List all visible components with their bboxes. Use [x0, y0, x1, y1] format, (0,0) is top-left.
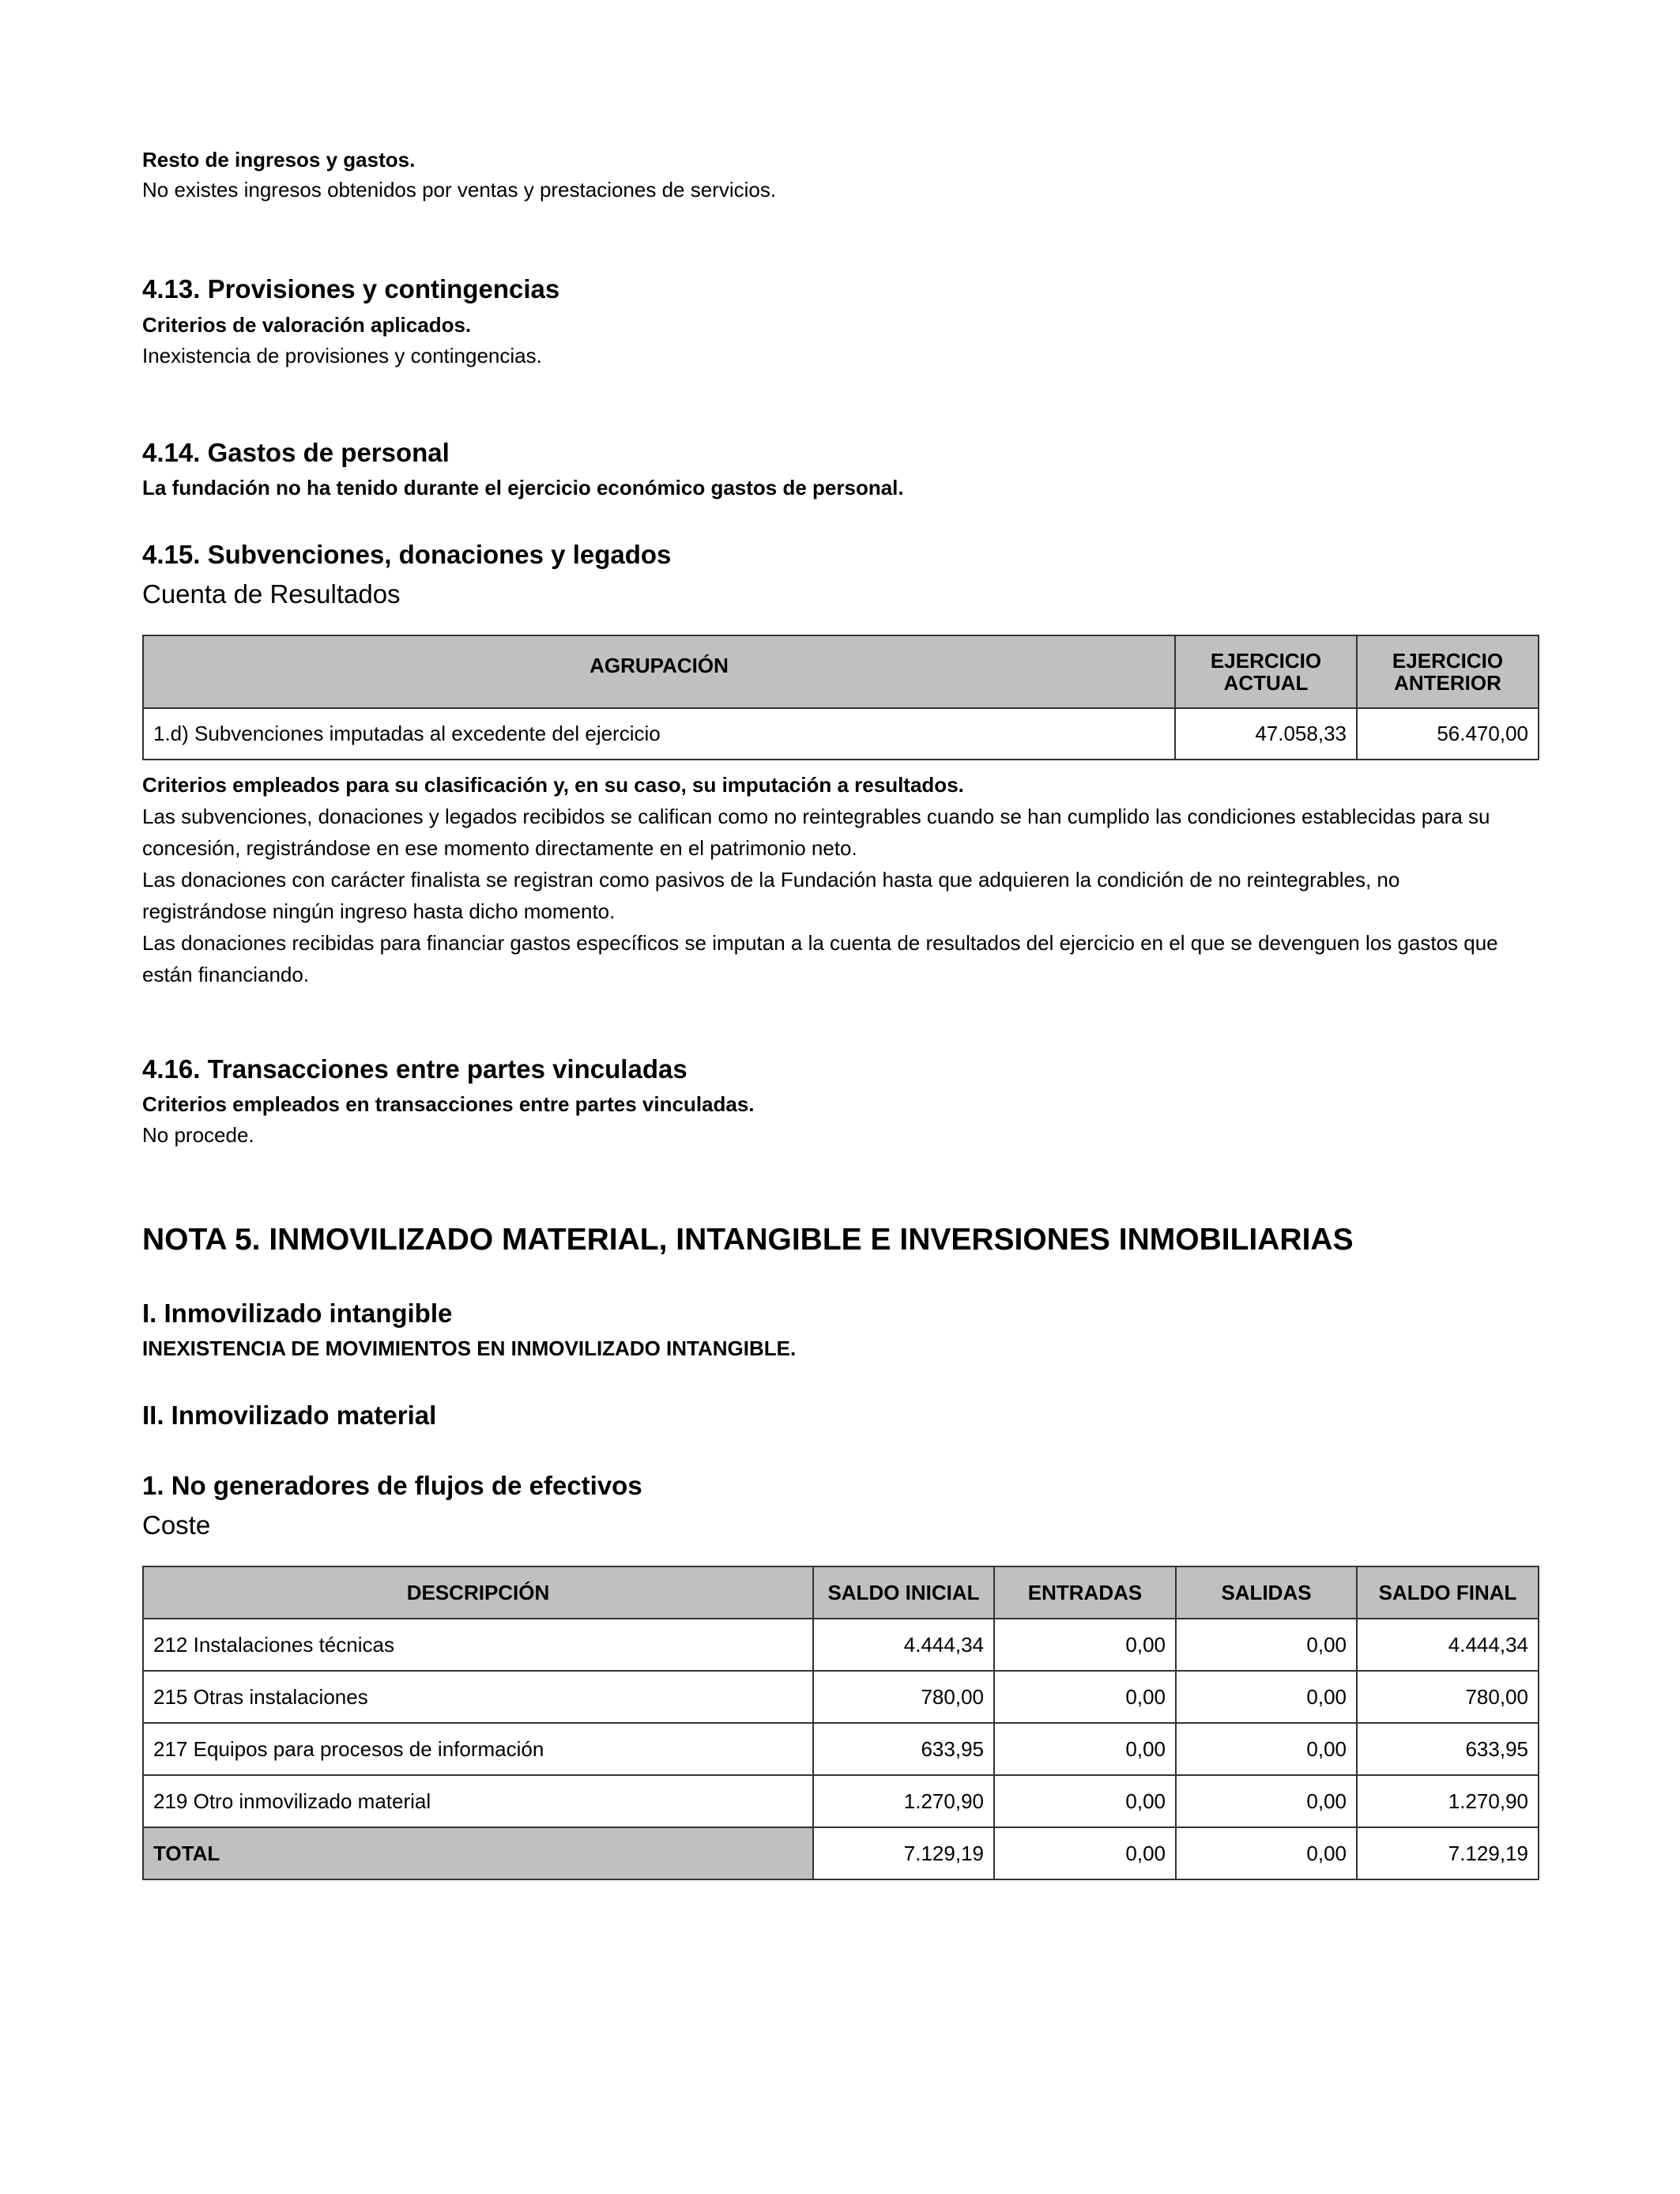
- table-cell: 0,00: [1176, 1619, 1357, 1671]
- table-cell: 0,00: [994, 1723, 1176, 1775]
- coste-caption: Coste: [142, 1510, 211, 1540]
- table-cell: 1.270,90: [813, 1775, 994, 1827]
- table-cell: 0,00: [1176, 1775, 1357, 1827]
- table-cell: 633,95: [1357, 1723, 1539, 1775]
- column-header: EJERCICIO ANTERIOR: [1357, 635, 1539, 708]
- column-header: AGRUPACIÓN: [143, 635, 1175, 708]
- table-cell: 4.444,34: [813, 1619, 994, 1671]
- paragraph-line: Las subvenciones, donaciones y legados recibidos se califican como no reintegrables cuando se han cumplido las condiciones establecidas para su: [142, 805, 1490, 828]
- section-4-16-text: No procede.: [142, 1123, 254, 1147]
- table-row: [143, 1671, 1539, 1723]
- table-row: [143, 1775, 1539, 1827]
- table-cell: 1.270,90: [1357, 1775, 1539, 1827]
- paragraph-line: registrándose ningún ingreso hasta dicho momento.: [142, 899, 616, 923]
- table-cell: 0,00: [994, 1827, 1176, 1879]
- section-4-14-text: La fundación no ha tenido durante el ejercicio económico gastos de personal.: [142, 476, 904, 499]
- nota-5-heading: NOTA 5. INMOVILIZADO MATERIAL, INTANGIBLE E INVERSIONES INMOBILIARIAS: [142, 1223, 1354, 1257]
- section-4-16-heading: 4.16. Transacciones entre partes vinculadas: [142, 1054, 687, 1084]
- section-4-13-subtitle: Criterios de valoración aplicados.: [142, 313, 472, 337]
- table-cell: 56.470,00: [1357, 708, 1539, 760]
- table-row: [143, 1619, 1539, 1671]
- table-cell: 0,00: [994, 1775, 1176, 1827]
- column-header: SALDO INICIAL: [813, 1566, 994, 1619]
- resto-title: Resto de ingresos y gastos.: [142, 148, 416, 172]
- paragraph-line: Las donaciones con carácter finalista se registran como pasivos de la Fundación hasta que adquieren la condición de no reintegrables, no: [142, 868, 1400, 892]
- criteria-paragraph: [142, 801, 1538, 990]
- total-label: TOTAL: [143, 1827, 813, 1879]
- table-row: [143, 1723, 1539, 1775]
- table-cell: 1.d) Subvenciones imputadas al excedente del ejercicio: [143, 708, 1175, 760]
- table-cell: 4.444,34: [1357, 1619, 1539, 1671]
- section-4-16-subtitle: Criterios empleados en transacciones entre partes vinculadas.: [142, 1092, 755, 1116]
- resto-text: No existes ingresos obtenidos por ventas y prestaciones de servicios.: [142, 178, 777, 202]
- section-4-14-heading: 4.14. Gastos de personal: [142, 438, 450, 467]
- column-header: SALDO FINAL: [1357, 1566, 1539, 1619]
- table-row: [143, 708, 1539, 760]
- table-cell: 7.129,19: [813, 1827, 994, 1879]
- table-cell: 0,00: [1176, 1827, 1357, 1879]
- section-4-15-heading: 4.15. Subvenciones, donaciones y legados: [142, 540, 672, 569]
- table-cell: 0,00: [1176, 1671, 1357, 1723]
- paragraph-line: Las donaciones recibidas para financiar gastos específicos se imputan a la cuenta de resultados del ejercicio en el que se devenguen los gastos que: [142, 931, 1498, 955]
- total-row: [143, 1827, 1539, 1879]
- table-cell: 217 Equipos para procesos de información: [143, 1723, 813, 1775]
- intangible-heading: I. Inmovilizado intangible: [142, 1299, 453, 1328]
- table-cell: 0,00: [994, 1671, 1176, 1723]
- table-cell: 0,00: [994, 1619, 1176, 1671]
- paragraph-line: concesión, registrándose en ese momento directamente en el patrimonio neto.: [142, 836, 857, 860]
- table-cell: 47.058,33: [1175, 708, 1357, 760]
- table-cell: 633,95: [813, 1723, 994, 1775]
- criteria-title: Criterios empleados para su clasificación y, en su caso, su imputación a resultados.: [142, 773, 964, 797]
- table-cell: 780,00: [1357, 1671, 1539, 1723]
- cuenta-resultados-caption: Cuenta de Resultados: [142, 579, 401, 609]
- column-header: DESCRIPCIÓN: [143, 1566, 813, 1619]
- material-heading: II. Inmovilizado material: [142, 1400, 437, 1430]
- subvenciones-table: [142, 635, 1539, 760]
- intangible-text: INEXISTENCIA DE MOVIMIENTOS EN INMOVILIZADO INTANGIBLE.: [142, 1336, 797, 1360]
- table-cell: 212 Instalaciones técnicas: [143, 1619, 813, 1671]
- table-cell: 215 Otras instalaciones: [143, 1671, 813, 1723]
- table-cell: 0,00: [1176, 1723, 1357, 1775]
- column-header: SALIDAS: [1176, 1566, 1357, 1619]
- table-cell: 7.129,19: [1357, 1827, 1539, 1879]
- no-generadores-heading: 1. No generadores de flujos de efectivos: [142, 1471, 642, 1500]
- column-header: ENTRADAS: [994, 1566, 1176, 1619]
- paragraph-line: están financiando.: [142, 963, 310, 986]
- coste-table: [142, 1566, 1539, 1880]
- section-4-13-heading: 4.13. Provisiones y contingencias: [142, 274, 560, 303]
- table-cell: 780,00: [813, 1671, 994, 1723]
- table-cell: 219 Otro inmovilizado material: [143, 1775, 813, 1827]
- column-header: EJERCICIO ACTUAL: [1175, 635, 1357, 708]
- section-4-13-text: Inexistencia de provisiones y contingencias.: [142, 344, 542, 368]
